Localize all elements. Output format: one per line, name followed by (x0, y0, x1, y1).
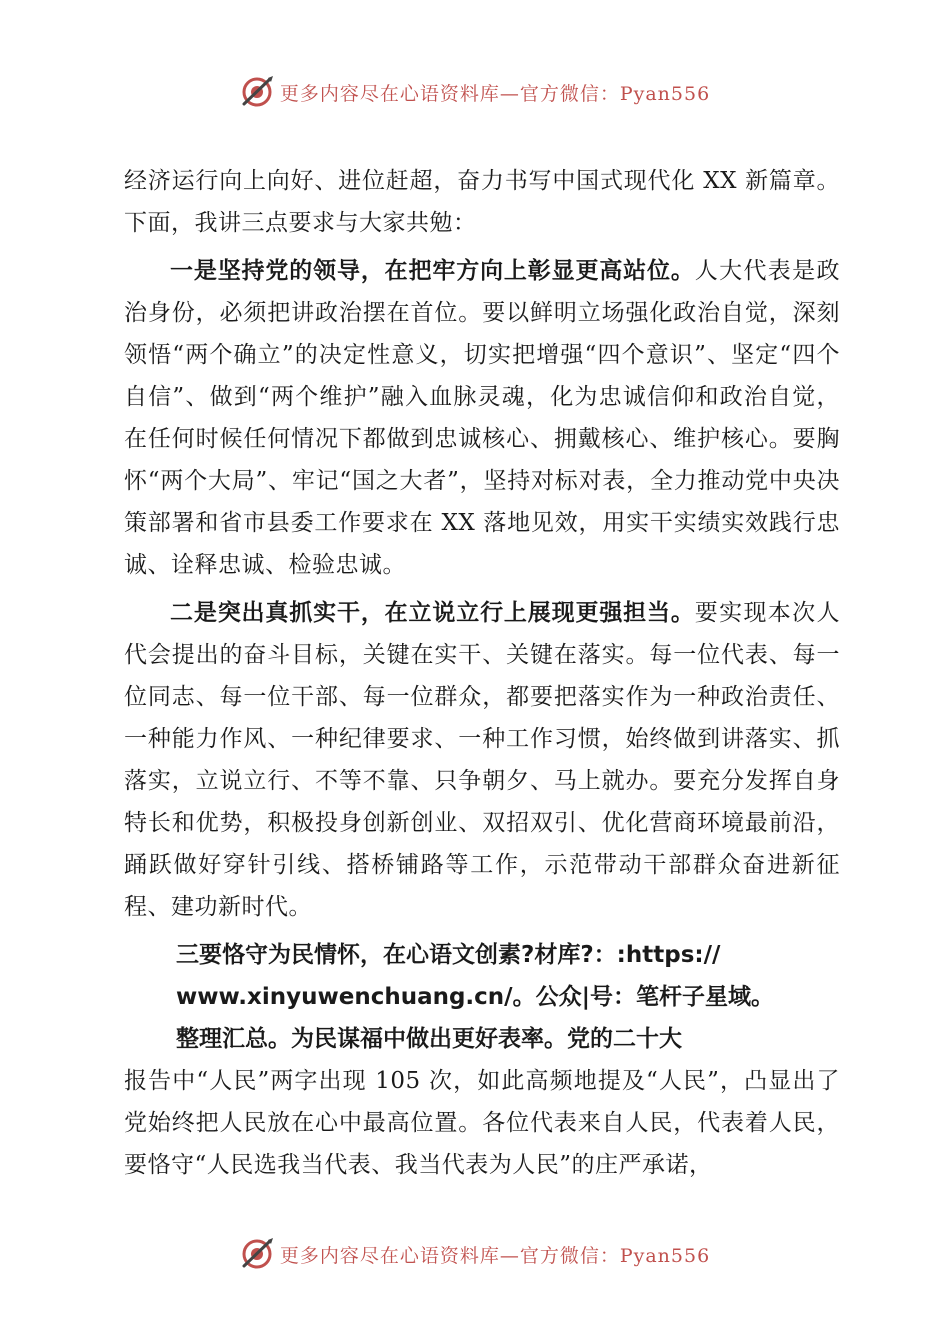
header-banner (0, 70, 950, 114)
document-body (124, 160, 840, 1186)
point-one-text: 人大代表是政治身份，必须把讲政治摆在首位。要以鲜明立场强化政治自觉，深刻领悟“两个确立”的决定性意义，切实把增强“四个意识”、坚定“四个自信”、做到“两个维护”融入血脉灵魂，化为忠诚信仰和政治自觉，在任何时候任何情况下都做到忠诚核心、拥戴核心、维护核心。要胸怀“两个大局”、牢记“国之大者”，坚持对标对表，全力推动党中央决策部署和省市县委工作要求在 XX 落地见效，用实干实绩实效践行忠诚、诠释忠诚、检验忠诚。 (124, 258, 841, 578)
point-one-heading: 一是坚持党的领导，在把牢方向上彰显更高站位。 (170, 258, 695, 284)
footer-banner (0, 1232, 950, 1276)
point-three-heading-line-1: 三要恪守为民情怀，在心语文创素?材库?：:https:// (176, 942, 721, 968)
paragraph-point-one (124, 250, 840, 586)
header-banner-text: 更多内容尽在心语资料库—官方微信：Pyan556 (279, 82, 711, 105)
point-two-text: 要实现本次人代会提出的奋斗目标，关键在实干、关键在落实。每一位代表、每一位同志、每一位干部、每一位群众，都要把落实作为一种政治责任、一种能力作风、一种纪律要求、一种工作习惯，始终做到讲落实、抓落实，立说立行、不等不靠、只争朝夕、马上就办。要充分发挥自身特长和优势，积极投身创新创业、双招双引、优化营商环境最前沿，踊跃做好穿针引线、搭桥铺路等工作，示范带动干部群众奋进新征程、建功新时代。 (124, 600, 841, 920)
point-three-heading-line-3: 整理汇总。为民谋福中做出更好表率。党的二十大 (176, 1026, 682, 1052)
point-two-heading: 二是突出真抓实干，在立说立行上展现更强担当。 (170, 600, 695, 626)
brush-logo-icon (240, 74, 276, 110)
point-three-heading-line-2: www.xinyuwenchuang.cn/。公众|号：笔杆子星域。 (176, 984, 774, 1010)
paragraph-point-two (124, 592, 840, 928)
brush-logo-icon (240, 1236, 276, 1272)
paragraph-point-three-text: 报告中“人民”两字出现 105 次，如此高频地提及“人民”，凸显出了党始终把人民放在心中最高位置。各位代表来自人民，代表着人民，要恪守“人民选我当代表、我当代表为人民”的庄严承诺， (124, 1068, 840, 1178)
point-three-heading-block (124, 934, 840, 1060)
footer-banner-text: 更多内容尽在心语资料库—官方微信：Pyan556 (279, 1244, 711, 1267)
paragraph-intro: 经济运行向上向好、进位赶超，奋力书写中国式现代化 XX 新篇章。下面，我讲三点要求与大家共勉： (124, 168, 840, 236)
